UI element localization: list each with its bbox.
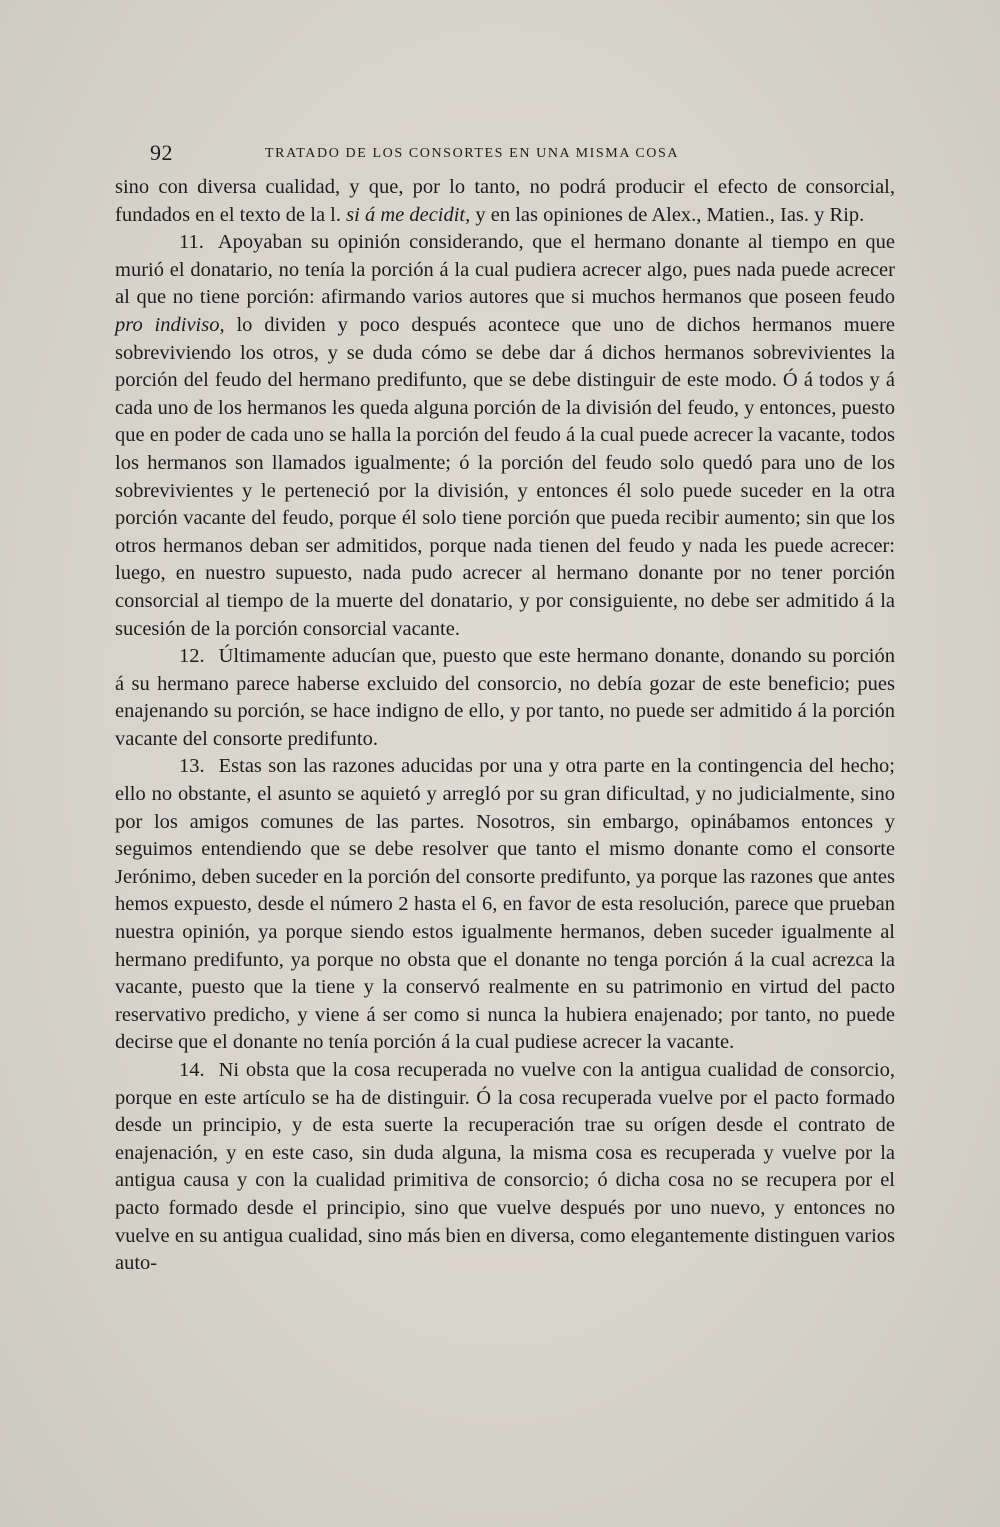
paragraph-14 xyxy=(115,1057,895,1278)
paragraph-text: sino con diversa cualidad, y que, por lo tanto, no podrá producir el efecto de consorcial, fundados en el texto de la l. xyxy=(115,176,895,226)
page-header xyxy=(150,140,895,170)
paragraph-text: Ni obsta que la cosa recuperada no vuelve con la antigua cualidad de consorcio, porque en este artículo se ha de distinguir. Ó la cosa recuperada vuelve por el pacto formado desde un principio, y de esta suerte la recuperación trae su orígen desde el contrato de enajenación, y en este caso, sin duda alguna, la misma cosa es recuperada y vuelve por la antigua causa y con la cualidad primitiva de consorcio; ó dicha cosa no se recupera por el pacto formado desde el principio, sino que vuelve después por uno nuevo, y entonces no vuelve en su antigua cualidad, sino más bien en diversa, como elegantemente distinguen varios auto- xyxy=(115,1059,895,1275)
paragraph-number: 13. xyxy=(179,755,205,778)
paragraph-number: 11. xyxy=(179,231,204,254)
paragraph-text: Apoyaban su opinión considerando, que el hermano donante al tiempo en que murió el donatario, no tenía la porción á la cual pudiera acrecer algo, pues nada puede acrecer al que no tiene porción: afirmando varios autores que si muchos hermanos que poseen feudo xyxy=(115,231,895,309)
paragraph-number: 14. xyxy=(179,1059,205,1081)
body-text xyxy=(115,174,895,1278)
page-number: 92 xyxy=(150,140,173,165)
paragraph-11 xyxy=(115,229,895,643)
running-head: TRATADO DE LOS CONSORTES EN UNA MISMA COSA xyxy=(265,146,680,161)
paragraph-text: lo dividen y poco después acontece que uno de dichos hermanos muere sobreviviendo los otros, y se duda cómo se debe dar á dichos hermanos sobrevivientes la porción del feudo del hermano predifunto, que se debe distinguir de este modo. Ó á todos y á cada uno de los hermanos les queda alguna porción de la división del feudo, y entonces, puesto que en poder de cada uno se halla la porción del feudo á la cual puede acrecer la vacante, todos los hermanos son llamados igualmente; ó la porción del feudo solo quedó para uno de los sobrevivientes y le perteneció por la división, y entonces él solo puede suceder en la otra porción vacante del feudo, porque él solo tiene porción que pueda recibir aumento; sin que los otros hermanos deban ser admitidos, porque nada tienen del feudo y nada les puede acrecer: luego, en nuestro supuesto, nada pudo acrecer al hermano donante por no tener porción consorcial al tiempo de la muerte del donatario, y por consiguiente, no debe ser admitido á la sucesión de la porción consorcial vacante. xyxy=(115,313,895,640)
paragraph-12 xyxy=(115,643,895,753)
latin-phrase: pro indiviso, xyxy=(115,313,225,336)
paragraph-text: y en las opiniones de Alex., Matien., Ias. y Rip. xyxy=(470,203,865,226)
paragraph-text: Últimamente aducían que, puesto que este hermano donante, donando su porción á su hermano parece haberse excluido del consorcio, no debía gozar de este beneficio; pues enajenando su porción, se hace indigno de ello, y por tanto, no puede ser admitido á la porción vacante del consorte predifunto. xyxy=(115,645,895,750)
paragraph-continuation xyxy=(115,174,895,229)
paragraph-text: Estas son las razones aducidas por una y otra parte en la contingencia del hecho; ello no obstante, el asunto se aquietó y arregló por su gran dificultad, y no judicialmente, sino por los amigos comunes de las partes. Nosotros, sin embargo, opinábamos entonces y seguimos entendiendo que se debe resolver que tanto el mismo donante como el consorte Jerónimo, deben suceder en la porción del consorte predifunto, ya porque las razones que antes hemos expuesto, desde el número 2 hasta el 6, en favor de esta resolución, parece que prueban nuestra opinión, ya porque siendo estos igualmente hermanos, deben suceder igualmente al hermano predifunto, ya porque no obsta que el donante no tenga porción á la cual acrezca la vacante, puesto que la tiene y la conservó realmente en su patrimonio en virtud del pacto reservativo predicho, y viene á ser como si nunca la hubiera enajenado; por tanto, no puede decirse que el donante no tenía porción á la cual pudiese acrecer la vacante. xyxy=(115,755,895,1054)
latin-citation: si á me decidit, xyxy=(346,203,471,226)
paragraph-number: 12. xyxy=(179,645,205,668)
paragraph-13 xyxy=(115,753,895,1057)
